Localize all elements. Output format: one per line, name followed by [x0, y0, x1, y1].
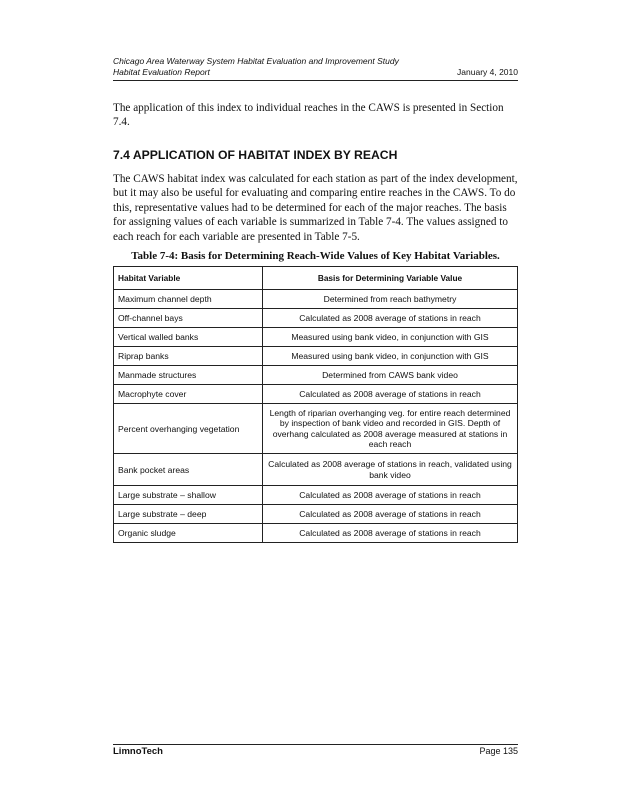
variable-cell: Percent overhanging vegetation [114, 404, 263, 454]
column-header-basis: Basis for Determining Variable Value [263, 267, 518, 290]
basis-cell: Determined from CAWS bank video [263, 366, 518, 385]
basis-cell: Calculated as 2008 average of stations in reach [263, 309, 518, 328]
table-row [114, 328, 518, 347]
variable-cell: Macrophyte cover [114, 385, 263, 404]
section-heading: 7.4 APPLICATION OF HABITAT INDEX BY REACH [113, 148, 398, 162]
basis-cell: Calculated as 2008 average of stations in reach, validated using bank video [263, 454, 518, 486]
basis-cell: Calculated as 2008 average of stations in reach [263, 486, 518, 505]
habitat-variable-table [113, 266, 518, 543]
variable-cell: Riprap banks [114, 347, 263, 366]
table-row [114, 404, 518, 454]
basis-cell: Calculated as 2008 average of stations in reach [263, 524, 518, 543]
body-paragraph: The CAWS habitat index was calculated for each station as part of the index development, but it may also be useful for evaluating and comparing entire reaches in the CAWS. To do this, representative values had to be determined for each of the major reaches. The basis for assigning values of each variable is summarized in Table 7-4. The values assigned to each reach for each variable are presented in Table 7-5. [113, 173, 518, 243]
intro-paragraph: The application of this index to individual reaches in the CAWS is presented in Section 7.4. [113, 102, 504, 129]
basis-cell: Measured using bank video, in conjunction with GIS [263, 347, 518, 366]
table-row [114, 524, 518, 543]
table-row [114, 486, 518, 505]
basis-cell: Calculated as 2008 average of stations in reach [263, 385, 518, 404]
table-row [114, 366, 518, 385]
table-row [114, 290, 518, 309]
footer-company: LimnoTech [113, 746, 163, 757]
header-date: January 4, 2010 [457, 67, 518, 77]
table-header-row [114, 267, 518, 290]
table-row [114, 454, 518, 486]
variable-cell: Large substrate – deep [114, 505, 263, 524]
variable-cell: Manmade structures [114, 366, 263, 385]
table-row [114, 347, 518, 366]
footer-page-number: Page 135 [479, 746, 518, 756]
header-study-title: Chicago Area Waterway System Habitat Evaluation and Improvement Study [113, 56, 399, 66]
basis-cell: Measured using bank video, in conjunction with GIS [263, 328, 518, 347]
variable-cell: Large substrate – shallow [114, 486, 263, 505]
header-report-name: Habitat Evaluation Report [113, 67, 210, 77]
variable-cell: Off-channel bays [114, 309, 263, 328]
variable-cell: Maximum channel depth [114, 290, 263, 309]
table-row [114, 385, 518, 404]
basis-cell: Calculated as 2008 average of stations in reach [263, 505, 518, 524]
table-caption: Table 7-4: Basis for Determining Reach-Wide Values of Key Habitat Variables. [131, 250, 500, 262]
table-row [114, 309, 518, 328]
header-report-title [113, 67, 518, 78]
basis-cell: Determined from reach bathymetry [263, 290, 518, 309]
column-header-variable: Habitat Variable [114, 267, 263, 290]
variable-cell: Organic sludge [114, 524, 263, 543]
table-row [114, 505, 518, 524]
variable-cell: Bank pocket areas [114, 454, 263, 486]
footer-divider [113, 744, 518, 745]
basis-cell: Length of riparian overhanging veg. for entire reach determined by inspection of bank video and recorded in GIS. Depth of overhang calculated as 2008 average measured at stations in each reach [263, 404, 518, 454]
header-divider [113, 80, 518, 81]
variable-cell: Vertical walled banks [114, 328, 263, 347]
